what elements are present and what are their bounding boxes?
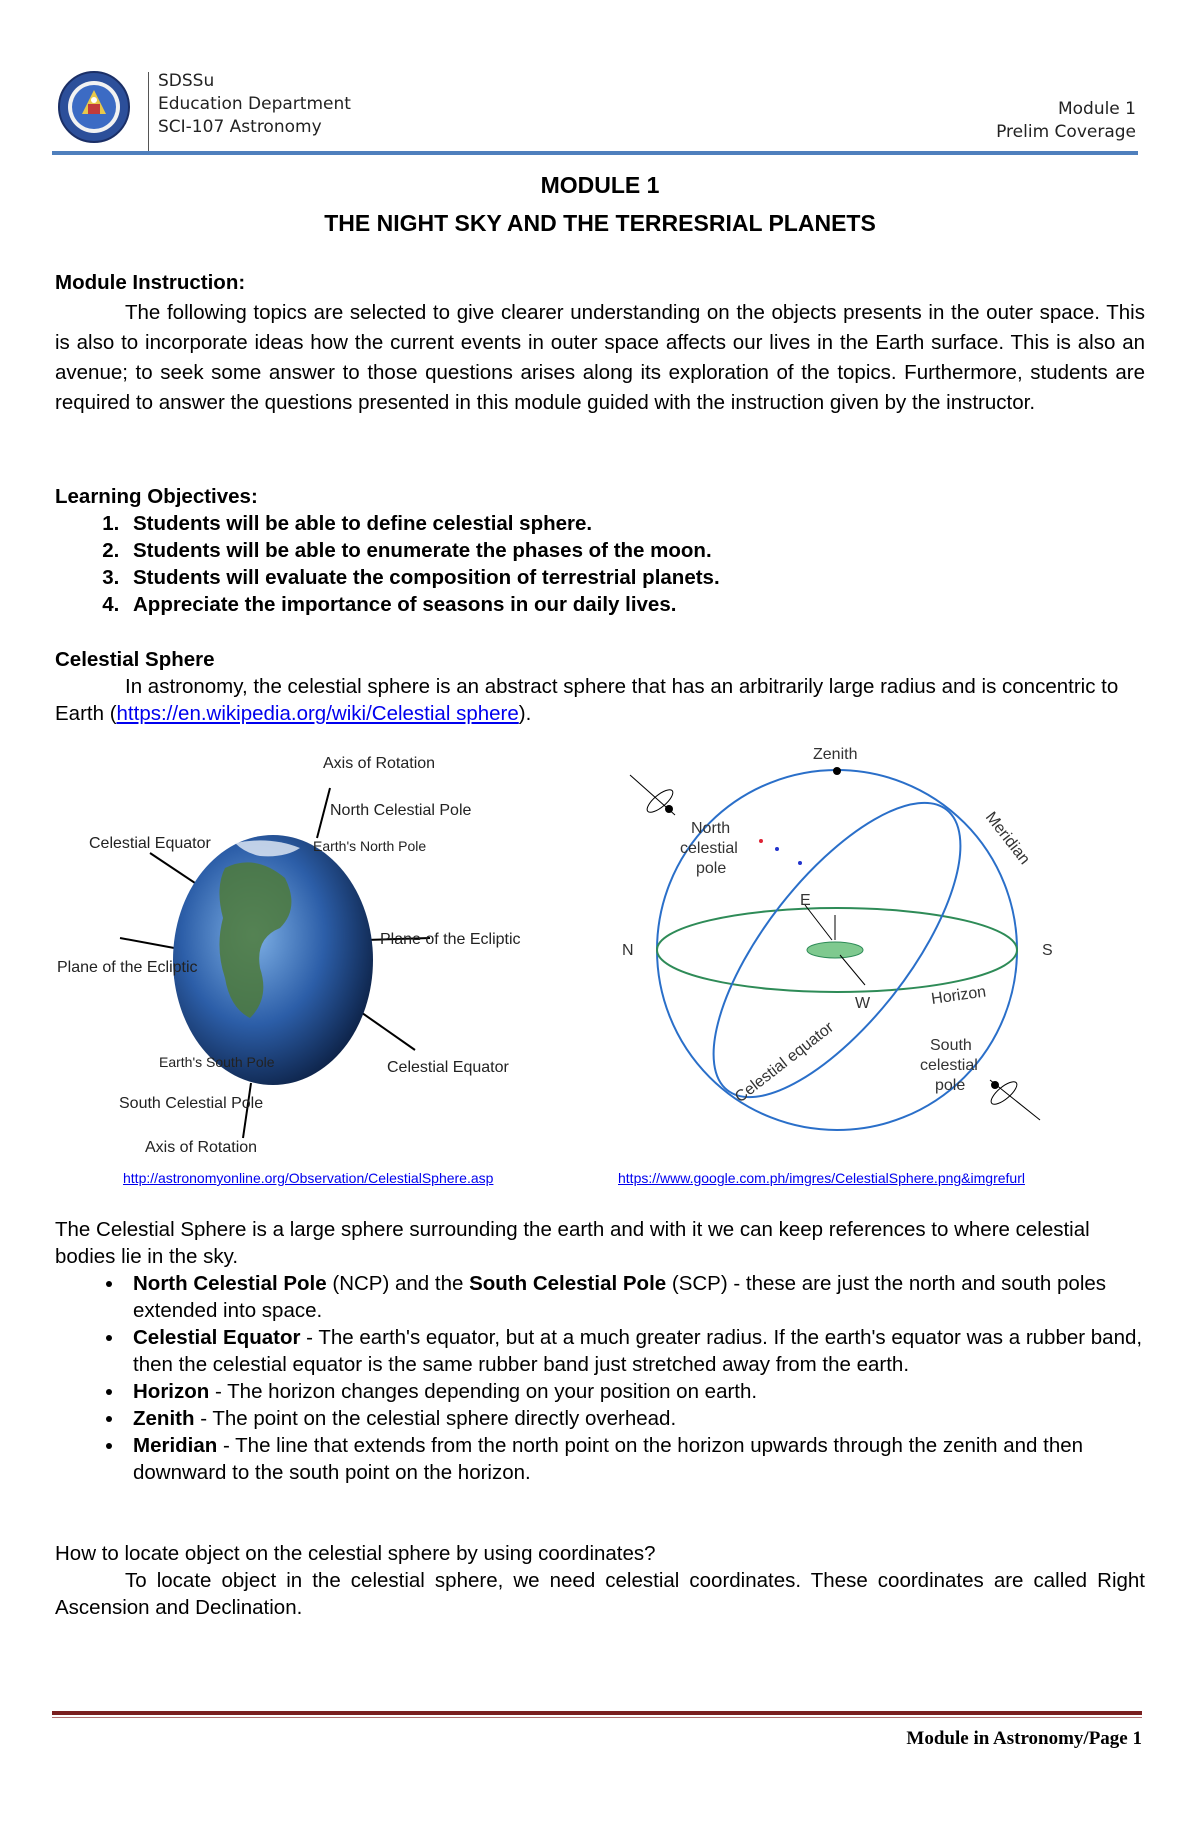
term-item-meridian (125, 1432, 1145, 1486)
term-equator-desc: - The earth's equator, but at a much greater radius. If the earth's equator was a rubber band, then the celestial equator is the same rubber band just stretched away from the earth. (133, 1326, 1143, 1376)
fig1-earth-np-label: Earth's North Pole (313, 838, 427, 854)
objective-item: 1. Students will be able to define celestial sphere. (125, 510, 1145, 537)
star-marker (798, 861, 802, 865)
term-meridian-desc: - The line that extends from the north point on the horizon upwards through the zenith and then downward to the south point on the horizon. (133, 1434, 1084, 1484)
header-coverage: Prelim Coverage (996, 122, 1136, 142)
fig2-west-label: W (855, 995, 871, 1012)
fig2-south-label: S (1042, 942, 1053, 959)
header-course: SCI-107 Astronomy (158, 117, 322, 137)
fig1-ncp-label: North Celestial Pole (330, 802, 472, 819)
fig2-east-label: E (800, 892, 811, 909)
fig1-axis-top-label: Axis of Rotation (323, 755, 436, 772)
fig2-scp-label-2: celestial (920, 1057, 978, 1074)
module-title: MODULE 1 (540, 172, 660, 198)
fig2-scp-label-3: pole (935, 1077, 966, 1094)
fig2-credit-link[interactable]: https://www.google.com.ph/imgres/CelestialSphere.png&imgrefurl (618, 1170, 1025, 1186)
objectives-heading: Learning Objectives: (55, 485, 258, 508)
header-org: SDSSu (158, 71, 215, 91)
fig1-earth-sp-label: Earth's South Pole (159, 1054, 275, 1070)
footer-rule (52, 1711, 1142, 1715)
fig1-scp-label: South Celestial Pole (119, 1095, 264, 1112)
fig2-north-label: N (622, 942, 634, 959)
term-ncp-mid: (NCP) and the (326, 1272, 470, 1295)
figure-celestial-sphere (600, 735, 1070, 1165)
fig1-axis-bottom-label: Axis of Rotation (145, 1139, 258, 1156)
fig2-horizon-label: Horizon (930, 983, 988, 1008)
wikipedia-link[interactable]: https://en.wikipedia.org/wiki/Celestial sphere (116, 702, 519, 725)
instruction-paragraph: The following topics are selected to give clearer understanding on the objects presents in the outer space. This is also to incorporate ideas how the current events in outer space affects our lives in the Earth surface. This is also an avenue; to seek some answer to those questions arises along its exploration of the topics. Furthermore, students are required to answer the questions presented in this module guided with the instruction given by the instructor. (55, 301, 1145, 414)
fig1-credit-link[interactable]: http://astronomyonline.org/Observation/CelestialSphere.asp (123, 1170, 494, 1186)
zenith-point (833, 767, 841, 775)
celestial-terms-list (55, 1270, 1145, 1486)
header-left-block (158, 70, 351, 139)
term-item-equator (125, 1324, 1145, 1378)
fig2-meridian-label: Meridian (981, 808, 1034, 868)
footer-rule-thin (52, 1717, 1142, 1718)
term-item-horizon (125, 1378, 1145, 1405)
objectives-list (55, 510, 1145, 618)
celestial-intro (55, 673, 1145, 727)
axis-line-top (317, 788, 330, 838)
header-rule (52, 151, 1138, 155)
fig1-ceq-right-label: Celestial Equator (387, 1059, 509, 1076)
fig2-scp-label-1: South (930, 1037, 972, 1054)
scp-axis (990, 1080, 1040, 1120)
coordinates-question: How to locate object on the celestial sphere by using coordinates? (55, 1542, 656, 1565)
objective-item: 4. Appreciate the importance of seasons in our daily lives. (125, 591, 1145, 618)
page-footer: Module in Astronomy/Page 1 (906, 1728, 1142, 1749)
header-department: Education Department (158, 94, 351, 114)
term-scp: South Celestial Pole (469, 1272, 667, 1295)
celestial-intro-text: In astronomy, the celestial sphere is an abstract sphere that has an arbitrarily large radius and is concentric to Earth ( (55, 675, 1119, 725)
star-marker (775, 847, 779, 851)
term-zenith-desc: - The point on the celestial sphere directly overhead. (194, 1407, 677, 1430)
fig1-ceq-left-label: Celestial Equator (89, 835, 211, 852)
observer-disk (807, 942, 863, 958)
fig2-ncp-label-2: celestial (680, 840, 738, 857)
term-zenith: Zenith (133, 1407, 195, 1430)
equator-line-right (355, 1008, 415, 1050)
header-divider (148, 72, 149, 152)
fig2-ncp-label-3: pole (696, 860, 727, 877)
header-right-block (996, 98, 1136, 144)
star-marker (759, 839, 763, 843)
term-meridian: Meridian (133, 1434, 218, 1457)
observer-east-line (805, 905, 832, 940)
fig1-ecliptic-left-label: Plane of the Ecliptic (57, 959, 198, 976)
term-item-poles (125, 1270, 1145, 1324)
fig1-ecliptic-right-label: Plane of the Ecliptic (380, 931, 521, 948)
module-subtitle: THE NIGHT SKY AND THE TERRESRIAL PLANETS (324, 210, 876, 236)
term-equator: Celestial Equator (133, 1326, 301, 1349)
coordinates-answer: To locate object in the celestial sphere, we need celestial coordinates. These coordinates are called Right Ascension and Declination. (55, 1569, 1145, 1619)
objective-item: 2. Students will be able to enumerate the phases of the moon. (125, 537, 1145, 564)
fig2-ceq-label: Celestial equator (731, 1018, 838, 1107)
header-module: Module 1 (1057, 99, 1136, 119)
term-horizon: Horizon (133, 1380, 210, 1403)
term-horizon-desc: - The horizon changes depending on your position on earth. (209, 1380, 758, 1403)
ncp-axis (630, 775, 675, 815)
observer-west-line (840, 955, 865, 985)
fig2-zenith-label: Zenith (813, 746, 858, 763)
term-poles-desc: (SCP) - these are just the north and south poles extended into space. (133, 1272, 1107, 1322)
celestial-heading: Celestial Sphere (55, 648, 215, 671)
objective-item: 3. Students will evaluate the composition of terrestrial planets. (125, 564, 1145, 591)
term-item-zenith (125, 1405, 1145, 1432)
instruction-heading: Module Instruction: (55, 271, 246, 294)
term-ncp: North Celestial Pole (133, 1272, 327, 1295)
fig2-ncp-label-1: North (691, 820, 731, 837)
celestial-intro-end: ). (518, 702, 532, 725)
university-seal (57, 70, 131, 144)
figure-earth-axes (55, 738, 525, 1158)
celestial-description: The Celestial Sphere is a large sphere surrounding the earth and with it we can keep references to where celestial bodies lie in the sky. (55, 1218, 1090, 1268)
